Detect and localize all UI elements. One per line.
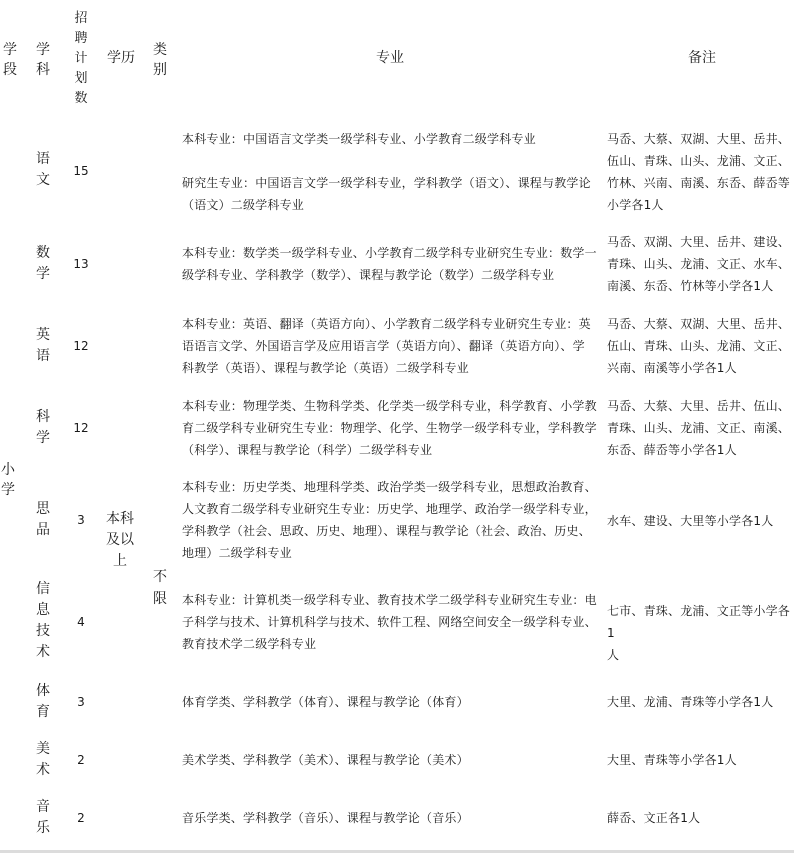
subject-cell: 信息技术: [36, 581, 50, 660]
subject-cell: 英语: [36, 327, 50, 364]
header-category: 类别: [153, 42, 167, 78]
quota-cell: 12: [73, 339, 89, 353]
quota-cell: 2: [77, 753, 85, 767]
subject-cell: 语文: [36, 151, 50, 188]
major-cell: 本科专业：中国语言文学类一级学科专业、小学教育二级学科专业 研究生专业：中国语言文学一级学科专业，学科教学（语文）、课程与教学论 （语文）二级学科专业: [182, 132, 591, 212]
quota-cell: 2: [77, 811, 85, 825]
remark-cell: 水车、建设、大里等小学各1人: [607, 514, 774, 528]
subject-cell: 体育: [36, 683, 50, 720]
quota-cell: 15: [73, 164, 89, 178]
remark-cell: 马岙、大蔡、双湖、大里、岳井、 伍山、青珠、山头、龙浦、文正、 竹林、兴南、南溪、东岙、薛岙等 小学各1人: [607, 132, 791, 212]
remark-cell: 马岙、大蔡、双湖、大里、岳井、 伍山、青珠、山头、龙浦、文正、 兴南、南溪等小学各1人: [607, 317, 791, 375]
remark-cell: 马岙、双湖、大里、岳井、建设、 青珠、山头、龙浦、文正、水车、 南溪、东岙、竹林等小学各1人: [607, 235, 791, 293]
subject-cell: 思品: [36, 501, 50, 538]
category-value: 不限: [153, 569, 167, 607]
major-cell: 本科专业：历史学类、地理科学类、政治学类一级学科专业，思想政治教育、 人文教育二级学科专业研究生专业：历史学、地理学、政治学一级学科专业， 学科教学（社会、思政、历史、地理）、课程与教学论（社会、政治、历史、 地理）二级学科专业: [182, 480, 597, 560]
major-cell: 美术学类、学科教学（美术）、课程与教学论（美术）: [182, 753, 469, 767]
quota-cell: 3: [77, 695, 85, 709]
subject-cell: 数学: [36, 245, 50, 282]
header-education: 学历: [107, 50, 135, 66]
major-cell: 本科专业：英语、翻译（英语方向）、小学教育二级学科专业研究生专业：英 语语言文学、外国语言学及应用语言学（英语方向）、翻译（英语方向）、学 科教学（英语）、课程与教学论（英语）二级学科专业: [182, 317, 591, 375]
remark-cell: 七市、青珠、龙浦、文正等小学各1 人: [607, 604, 791, 662]
quota-cell: 13: [73, 257, 89, 271]
header-remark: 备注: [688, 50, 716, 66]
major-cell: 体育学类、学科教学（体育）、课程与教学论（体育）: [182, 695, 469, 709]
header-subject: 学科: [36, 42, 50, 78]
major-cell: 本科专业：数学类一级学科专业、小学教育二级学科专业研究生专业：数学一 级学科专业、学科教学（数学）、课程与教学论（数学）二级学科专业: [182, 246, 597, 282]
subject-cell: 科学: [36, 409, 50, 446]
major-cell: 本科专业：计算机类一级学科专业、教育技术学二级学科专业研究生专业：电 子科学与技术、计算机科学与技术、软件工程、网络空间安全一级学科专业、 教育技术学二级学科专业: [182, 593, 597, 651]
bottom-border: [0, 850, 794, 853]
quota-cell: 3: [77, 513, 85, 527]
stage-value: 小学: [1, 462, 15, 498]
header-stage: 学段: [3, 42, 17, 78]
major-cell: 本科专业：物理学类、生物科学类、化学类一级学科专业，科学教育、小学教 育二级学科专业研究生专业：物理学、化学、生物学一级学科专业，学科教学 （科学）、课程与教学论（科学）二级学科专业: [182, 399, 597, 457]
remark-cell: 薛岙、文正各1人: [607, 811, 701, 825]
major-cell: 音乐学类、学科教学（音乐）、课程与教学论（音乐）: [182, 811, 469, 825]
education-value: 本科及以上: [106, 510, 134, 569]
remark-cell: 大里、龙浦、青珠等小学各1人: [607, 695, 774, 709]
remark-cell: 马岙、大蔡、大里、岳井、伍山、 青珠、山头、龙浦、文正、南溪、 东岙、薛岙等小学各1人: [607, 399, 791, 457]
remark-cell: 大里、青珠等小学各1人: [607, 753, 737, 767]
quota-cell: 4: [77, 615, 85, 629]
subject-cell: 美术: [36, 741, 50, 778]
quota-cell: 12: [73, 421, 89, 435]
header-quota: 招聘计划数: [74, 11, 88, 106]
subject-cell: 音乐: [36, 799, 50, 836]
header-major: 专业: [376, 50, 404, 66]
